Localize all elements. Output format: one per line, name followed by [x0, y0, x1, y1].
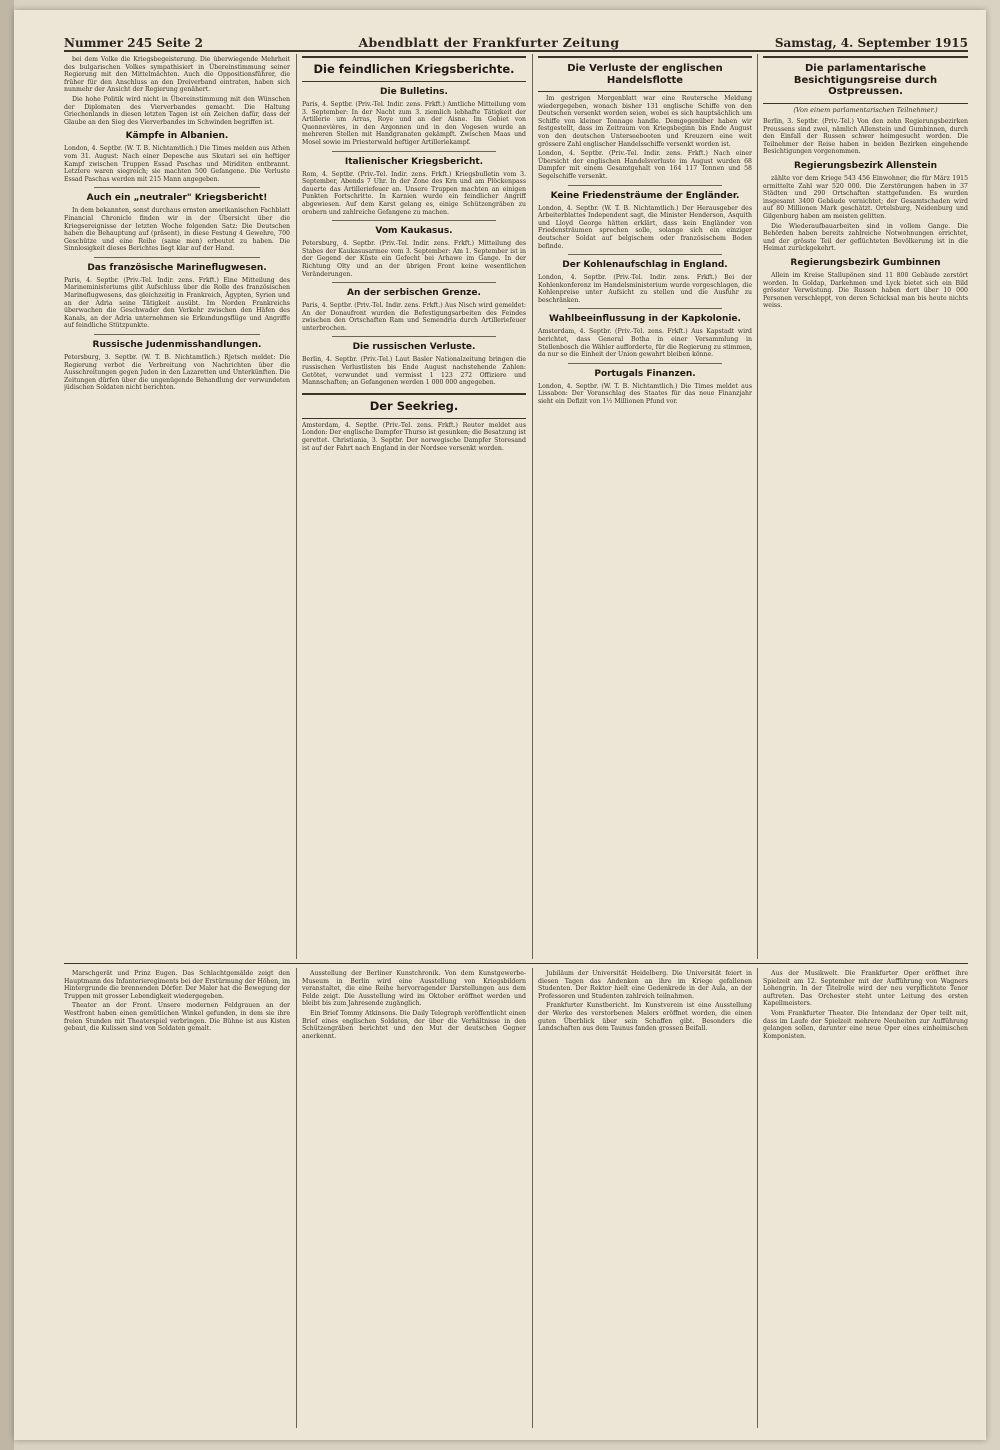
book-binding — [0, 0, 14, 1450]
column-2 — [302, 56, 526, 956]
headline-marine: Das französische Marineflugwesen. — [87, 262, 267, 273]
separator — [568, 185, 722, 186]
page-header — [64, 28, 968, 52]
feuilleton-paragraph: Theater an der Front. Unsere modernen Feldgrauen an der Westfront haben einen gemütlichen Winkel gefunden, in dem sie ihre freien Stunden mit Theaterspiel verbringen. Die Bühne ist aus Kisten gebaut, die Kulissen sind von Soldaten gemalt. — [64, 1002, 290, 1033]
separator — [568, 363, 722, 364]
article-paragraph: Die Wiederaufbauarbeiten sind in vollem Gange. Die Behörden haben bereits zahlreiche Notwohnungen errichtet, und der grösste Teil der geflüchteten Bevölkerung ist in die Heimat zurückgekehrt. — [763, 222, 968, 253]
feuilleton-paragraph: Aus der Musikwelt. Die Frankfurter Oper eröffnet ihre Spielzeit am 12. September mit der Aufführung von Wagners Lohengrin. In der Titelrolle wird der neu verpflichtete Tenor auftreten. Das Orchester steht unter Leitung des ersten Kapellmeisters. — [763, 970, 968, 1008]
column-rule — [532, 54, 533, 959]
byline: (Von einem parlamentarischen Teilnehmer.) — [793, 105, 938, 114]
separator — [94, 334, 260, 335]
headline-enemy-reports: Die feindlichen Kriegsberichte. — [313, 62, 515, 76]
feuilleton-paragraph: Ausstellung der Berliner Kunstchronik. Von dem Kunstgewerbe-Museum in Berlin wird eine Ausstellung von Kriegsbildern veranstaltet, die eine Reihe hervorragender Darstellungen aus dem Felde zeigt. Die Ausstellung wird im Oktober eröffnet werden und bleibt bis zum Jahresende zugänglich. — [302, 970, 526, 1008]
separator — [332, 220, 496, 221]
separator — [332, 282, 496, 283]
feuilleton-paragraph: Frankfurter Kunstbericht. Im Kunstverein ist eine Ausstellung der Werke des verstorbenen Malers eröffnet worden, die einen guten Überblick über sein Schaffen gibt. Besonders die Landschaften aus dem Taunus fanden grossen Beifall. — [538, 1002, 752, 1033]
separator — [94, 187, 260, 188]
article-paragraph: zählte vor dem Kriege 543 456 Einwohner, die für März 1915 ermittelte Zahl war 520 000. Die Zerstörungen haben in 37 Städten und 290 Ortschaften stattgefunden. Es wurden insgesamt 3400 Gebäude vernichtet; der Gesamtschaden wird auf 80 Millionen Mark geschätzt. Ortelsburg, Neidenburg und Gilgenburg haben am meisten gelitten. — [763, 175, 968, 221]
headline-box — [302, 393, 526, 419]
headline-box — [538, 56, 752, 92]
feuilleton-divider — [64, 963, 968, 964]
headline-box — [302, 56, 526, 82]
headline-east-prussia: Die parlamentarische Besichtigungsreise durch Ostpreussen. — [793, 63, 938, 97]
header-issue: Nummer 245 Seite 2 — [64, 36, 204, 50]
column-3 — [538, 56, 752, 956]
article-paragraph: London, 4. Septbr. (W. T. B. Nichtamtlich.) Die Times melden aus Athen vom 31. August: Nach einer Depesche aus Skutari sei ein heftiger Kampf zwischen Truppen Essad Paschas und Miriditen entbrannt. Letztere waren siegreich; sie machten 500 Gefangene. Die Verluste Essad Paschas werden mit 215 Mann angegeben. — [64, 145, 290, 183]
article-paragraph: Amsterdam, 4. Septbr. (Priv.-Tel. zens. Frkft.) Reuter meldet aus London: Der englische Dampfer Thurso ist gesunken; die Besatzung ist gerettet. Christiania, 3. Septbr. Der norwegische Dampfer Storesand ist auf der Fahrt nach England in der Nordsee versenkt worden. — [302, 421, 526, 452]
feuilleton-paragraph: Ein Brief Tommy Atkinsons. Die Daily Telegraph veröffentlicht einen Brief eines englischen Soldaten, der über die Verhältnisse in den Schützengräben berichtet und den Mut der deutschen Gegner anerkennt. — [302, 1009, 526, 1040]
header-date: Samstag, 4. September 1915 — [774, 36, 968, 50]
article-paragraph: Allein im Kreise Stallupönen sind 11 800 Gebäude zerstört worden. In Goldap, Darkehmen und Lyck bietet sich ein Bild grösster Verwüstung. Die Russen haben dort über 10 000 Personen verschleppt, von deren Schicksal man bis heute nichts weiss. — [763, 272, 968, 310]
article-paragraph: Die hohe Politik wird nicht in Übereinstimmung mit den Wünschen der Diplomaten des Vierverbandes gemacht. Die Haltung Griechenlands in diesen letzten Tagen ist ein Zeichen dafür, dass der Glaube an den Sieg des Vierverbandes im Schwinden begriffen ist. — [64, 95, 290, 126]
headline-portugal: Portugals Finanzen. — [594, 368, 696, 379]
feuilleton-paragraph: Jubiläum der Universität Heidelberg. Die Universität feiert in diesen Tagen das Andenken an ihre im Kriege gefallenen Studenten. Der Rektor hielt eine Gedenkrede in der Aula, an der Professoren und Studenten zahlreich teilnahmen. — [538, 970, 752, 1000]
headline-bulletins: Die Bulletins. — [380, 87, 448, 97]
feuilleton-column-2 — [302, 970, 526, 1425]
separator — [94, 257, 260, 258]
headline-russian-losses: Die russischen Verluste. — [352, 342, 476, 353]
column-rule — [296, 968, 297, 1428]
headline-allenstein: Regierungsbezirk Allenstein — [793, 161, 938, 172]
article-paragraph: London, 4. Septbr. (Priv.-Tel. Indir. zens. Frkft.) Nach einer Übersicht der englischen Handelsverluste im August wurden 68 Dampfer mit einem Gesamtgehalt von 164 117 Tonnen und 58 Segelschiffe versenkt. — [538, 150, 752, 180]
article-paragraph: Paris, 4. Septbr. (Priv.-Tel. Indir. zens. Frkft.) Eine Mitteilung des Marineministeriums gibt Aufschluss über die Rolle des französischen Marineflugwesens, das gleichzeitig in Frankreich, Ägypten, Syrien und an der Adria seine Tätigkeit ausübt. Im Norden Frankreichs überwachen die Geschwader den Verkehr zwischen den Häfen des Kanals, an der Adria unternehmen sie Erkundungsflüge und Angriffe auf feindliche Stützpunkte. — [64, 276, 290, 330]
article-paragraph: Paris, 4. Septbr. (Priv.-Tel. Indir. zens. Frkft.) Aus Nisch wird gemeldet: An der Donaufront wurden die Befestigungsarbeiten des Feindes zwischen den Ortschaften Ram und Semendria durch Artilleriefeuer unterbrochen. — [302, 302, 526, 332]
separator — [568, 254, 722, 255]
article-paragraph: Berlin, 3. Septbr. (Priv.-Tel.) Von den zehn Regierungsbezirken Preussens sind zwei, nämlich Allenstein und Gumbinnen, durch den Einfall der Russen schwer heimgesucht worden. Die Teilnehmer der Reise haben in beiden Bezirken eingehende Besichtigungen vorgenommen. — [763, 118, 968, 156]
headline-italy: Italienischer Kriegsbericht. — [344, 156, 484, 167]
feuilleton-paragraph: Marschgerät und Prinz Eugen. Das Schlachtgemälde zeigt den Hauptmann des Infanterieregiments bei der Erstürmung der Höhen, im Hintergrunde die brennenden Dörfer. Der Maler hat die Bewegung der Truppen mit grosser Lebendigkeit wiedergegeben. — [64, 970, 290, 1000]
headline-box — [763, 56, 968, 104]
headline-gumbinnen: Regierungsbezirk Gumbinnen — [790, 258, 941, 268]
feuilleton-column-4 — [763, 970, 968, 1425]
feuilleton-column-3 — [538, 970, 752, 1425]
article-paragraph: In dem bekannten, sonst durchaus ernsten amerikanischen Fachblatt Financial Chronicle finden wir in der Übersicht über die Kriegsereignisse der letzten Woche folgenden Satz: Die Deutschen haben die Behauptung auf (präsent), in diese Festung 4 Gewehre, 700 Geschütze und eine Reihe (same men) erbeutet zu haben. Die Sinnlosigkeit dieses Berichtes liegt klar auf der Hand. — [64, 207, 290, 253]
article-paragraph: Im gestrigen Morgenblatt war eine Reutersche Meldung wiedergegeben, wonach bisher 131 englische Schiffe von den Deutschen versenkt worden seien, wobei es sich hauptsächlich um Schiffe von kleiner Tonnage handle. Demgegenüber haben wir festgestellt, dass im Zeitraum von Kriegsbeginn bis Ende August von den deutschen Unterseebooten und Kreuzern eine weit grössere Zahl englischer Handelsschiffe versenkt worden ist. — [538, 95, 752, 148]
separator — [332, 151, 496, 152]
feuilleton-column-1 — [64, 970, 290, 1425]
column-rule — [532, 968, 533, 1428]
headline-caucasus: Vom Kaukasus. — [375, 226, 453, 237]
column-rule — [757, 968, 758, 1428]
separator — [332, 336, 496, 337]
article-paragraph: Petersburg, 3. Septbr. (W. T. B. Nichtamtlich.) Rjetsch meldet: Die Regierung verbot die Verbreitung von Nachrichten über die Ausschreitungen gegen Juden in den Lazaretten und Unterkünften. Die Zeitungen dürfen über die ungenügende Behandlung der verwundeten jüdischen Soldaten nicht berichten. — [64, 354, 290, 392]
article-paragraph: Paris, 4. Septbr. (Priv.-Tel. Indir. zens. Frkft.) Amtliche Mitteilung vom 3. September: In der Nacht zum 3. ziemlich lebhafte Tätigkeit der Artillerie um Arras, Roye und an der Aisne. Im Gebiet von Quennevières, in den Argonnen und in den Vogesen wurde an mehreren Stellen mit Handgranaten gekämpft. Zwischen Maas und Mosel sowie im Priesterwald heftiger Artilleriekampf. — [302, 101, 526, 146]
headline-peace: Keine Friedensträume der Engländer. — [550, 190, 740, 201]
newspaper-page — [14, 10, 986, 1440]
headline-serbia: An der serbischen Grenze. — [347, 288, 481, 299]
article-paragraph: Berlin, 4. Septbr. (Priv.-Tel.) Laut Basler Nationalzeitung bringen die russischen Verlustlisten bis Ende August nachstehende Zahlen: Getötet, verwundet und vermisst 1 123 272 Offiziere und Mannschaften; an Gefangenen werden 1 000 000 angegeben. — [302, 356, 526, 387]
article-paragraph: Amsterdam, 4. Septbr. (Priv.-Tel. zens. Frkft.) Aus Kapstadt wird berichtet, dass General Botha in einer Versammlung in Stellenbosch die Wähler aufforderte, für die Regierung zu stimmen, da nur so die Einheit der Union gewahrt bleiben könne. — [538, 328, 752, 359]
feuilleton-paragraph: Vom Frankfurter Theater. Die Intendanz der Oper teilt mit, dass im Laufe der Spielzeit mehrere Neuheiten zur Aufführung gelangen sollen, darunter eine neue Oper eines einheimischen Komponisten. — [763, 1009, 968, 1040]
article-paragraph: Petersburg, 4. Septbr. (Priv.-Tel. Indir. zens. Frkft.) Mitteilung des Stabes der Kaukasusarmee vom 3. September: Am 1. September ist in der Gegend der Küste ein Gefecht bei Arhawe im Gange. In der Richtung Olty und an der übrigen Front keine wesentlichen Veränderungen. — [302, 240, 526, 278]
headline-coal: Der Kohlenaufschlag in England. — [562, 260, 728, 271]
article-paragraph: Rom, 4. Septbr. (Priv.-Tel. Indir. zens. Frkft.) Kriegsbulletin vom 3. September, Abends 7 Uhr. In der Zone des Krn und am Plöckenpass dauerte das Artilleriefeuer an. Unsere Truppen machten an einigen Punkten Fortschritte. In Karnien wurde ein feindlicher Angriff abgewiesen. Auf dem Karst gelang es, einige Schützengräben zu erobern und zahlreiche Gefangene zu machen. — [302, 170, 526, 216]
article-paragraph: London, 4. Septbr. (Priv.-Tel. Indir. zens. Frkft.) Bei der Kohlenkonferenz im Handelsministerium wurde vorgeschlagen, die Kohlenpreise unter Aufsicht zu stellen und die Ausfuhr zu beschränken. — [538, 274, 752, 304]
column-rule — [757, 54, 758, 959]
column-4 — [763, 56, 968, 956]
headline-neutral: Auch ein „neutraler" Kriegsbericht! — [86, 193, 268, 204]
column-1 — [64, 56, 290, 956]
headline-merchant-fleet: Die Verluste der englischen Handelsflotte — [567, 63, 723, 86]
headline-russian: Russische Judenmisshandlungen. — [92, 340, 262, 351]
separator — [568, 308, 722, 309]
headline-albania: Kämpfe in Albanien. — [125, 131, 229, 142]
headline-cape: Wahlbeeinflussung in der Kapkolonie. — [549, 314, 741, 325]
column-rule — [296, 54, 297, 959]
article-paragraph: bei dem Volke die Kriegsbegeisterung. Die überwiegende Mehrheit des bulgarischen Volkes sympathisiert in Übereinstimmung seiner Regierung mit den Mittelmächten. Auch die Oppositionsführer, die früher für den Anschluss an den Dreiverband eintraten, haben sich nunmehr der Ansicht der Regierung genähert. — [64, 56, 290, 94]
header-masthead: Abendblatt der Frankfurter Zeitung — [358, 35, 620, 50]
headline-naval-war: Der Seekrieg. — [369, 398, 459, 413]
article-paragraph: London, 4. Septbr. (W. T. B. Nichtamtlich.) Die Times meldet aus Lissabon: Der Voranschlag des Staates für das neue Finanzjahr sieht ein Defizit von 1½ Millionen Pfund vor. — [538, 382, 752, 406]
article-paragraph: London, 4. Septbr. (W. T. B. Nichtamtlich.) Der Herausgeber des Arbeiterblattes Independent sagt, die Minister Henderson, Asquith und Lloyd George hätten erklärt, dass kein Engländer von Friedensträumen sprechen solle, solange sich ein einziger deutscher Soldat auf belgischem oder französischem Boden befinde. — [538, 204, 752, 250]
